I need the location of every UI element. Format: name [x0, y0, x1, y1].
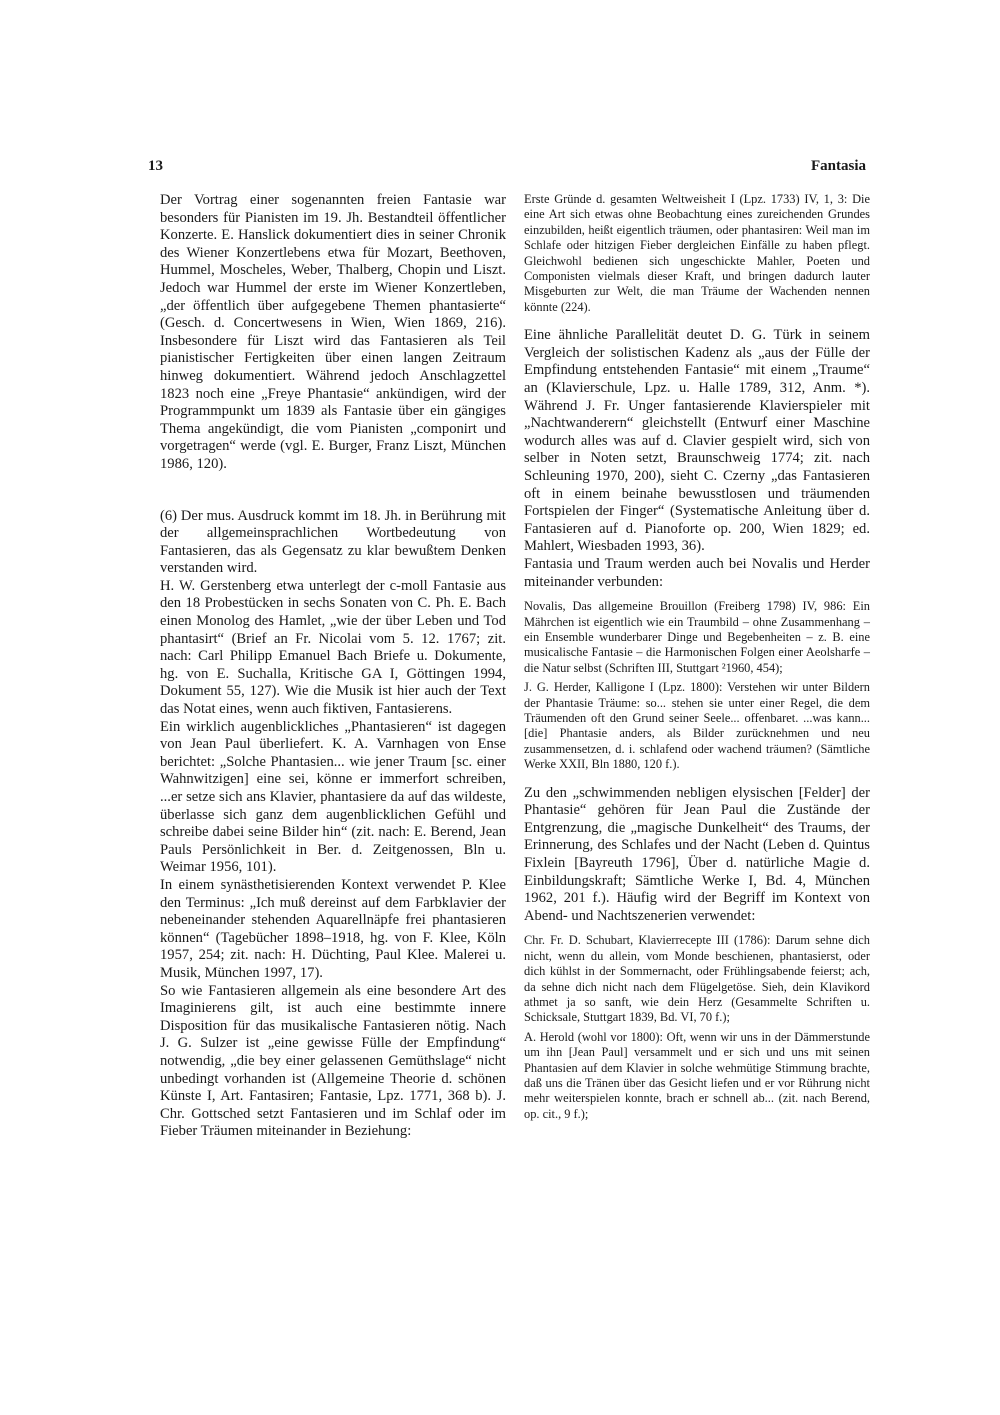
left-column	[160, 192, 506, 1141]
paragraph: Eine ähnliche Parallelität deutet D. G. Türk in seinem Vergleich der solistischen Kadenz als „aus der Fülle der Empfindung entstehenden Fantasie“ mit einem „Traume“ an (Klavierschule, Lpz. u. Halle 1789, 312, Anm. *). Während J. Fr. Unger fantasierende Klavierspieler mit „Nachtwanderern“ gleichstellt (Entwurf einer Maschine wodurch alles was auf d. Clavier gespielt wird, sich von selber in Noten setzt, Braunschweig 1774; zit. nach Schleuning 1970, 200), sieht C. Czerny „das Fantasieren oft in einem beinahe bewusstlosen und träumenden Fortspielen der Finger“ (Systematische Anleitung über d. Fantasieren auf d. Pianoforte op. 200, Wien 1829; ed. Mahlert, Wiesbaden 1993, 36).	[524, 327, 870, 555]
block-quote: Erste Gründe d. gesamten Weltweisheit I (Lpz. 1733) IV, 1, 3: Die eine Art sich etwas ohne Beobachtung eines zureichenden Grundes einzubilden, heißt eigentlich träumen, oder phantasiren: Weil man im Schlafe oder hitzigen Fieber dergleichen Einfälle zu haben pflegt. Gleichwohl bedienen sich ungeschickte Mahler, Poeten und Componisten vielmals dieser Kraft, und bringen dadurch lauter Misgeburten zur Welt, die man Träume der Wachenden nennen könnte (224).	[524, 192, 870, 314]
page-number: 13	[148, 158, 163, 174]
block-quote: J. G. Herder, Kalligone I (Lpz. 1800): Verstehen wir unter Bildern der Phantasie Träume: so... stehen sie unter einer Regel, die dem Träumenden oft den Grund seiner Seele... offenbaret. ...was kann... [die] Phantasie anders, als Bilder zurücknehmen und neu zusammensetzen, d. i. schlafend oder wachend träumen? (Sämtliche Werke XXII, Bln 1880, 120 f.).	[524, 680, 870, 772]
paragraph: Der Vortrag einer sogenannten freien Fantasie war besonders für Pianisten im 19. Jh. Bestandteil öffentlicher Konzerte. E. Hanslick dokumentiert dies in seiner Chronik des Wiener Konzertlebens etwa für Mozart, Beethoven, Hummel, Moscheles, Weber, Thalberg, Chopin und Liszt. Jedoch war Hummel der erste im Wiener Konzertleben, „der öffentlich über aufgegebene Themen phantasierte“ (Gesch. d. Concertwesens in Wien, Wien 1869, 216). Insbesondere für Liszt wird das Fantasieren als Teil pianistischer Fertigkeiten über einen langen Zeitraum hinweg dokumentiert. Während jedoch Anschlagzettel 1823 noch eine „Freye Phantasie“ ankündigen, wird der Programmpunkt um 1839 als Fantasie über ein gängiges Thema angekündigt, die vom Pianisten „componirt und vorgetragen“ werde (vgl. E. Burger, Franz Liszt, München 1986, 120).	[160, 192, 506, 472]
right-column	[524, 192, 870, 1126]
paragraph: Ein wirklich augenblickliches „Phantasieren“ ist dagegen von Jean Paul überliefert. K. A. Varnhagen von Ense berichtet: „Solche Phantasien... wie jener Traum [sc. einer Wahnwitzigen] eine sei, könne er immerfort schreiben, ...er setze sich ans Klavier, phantasiere da auf das wildeste, überlasse sich ganz dem augenblicklichen Gefühl und schreibe dabei seine Bilder hin“ (zit. nach: E. Berend, Jean Pauls Persönlichkeit in Ber. d. Zeitgenossen, Bln u. Weimar 1956, 101).	[160, 718, 506, 876]
paragraph: H. W. Gerstenberg etwa unterlegt der c-moll Fantasie aus den 18 Probestücken in sechs Sonaten von C. Ph. E. Bach einen Monolog des Hamlet, „wie der über Leben und Tod phantasirt“ (Brief an Fr. Nicolai vom 5. 12. 1767; zit. nach: Carl Philipp Emanuel Bach Briefe u. Dokumente, hg. von E. Suchalla, Kritische GA I, Göttingen 1994, Dokument 55, 127). Wie die Musik ist hier auch der Text das Notat eines, wenn auch fiktiven, Fantasierens.	[160, 577, 506, 718]
block-quote: Chr. Fr. D. Schubart, Klavierrecepte III (1786): Darum sehne dich nicht, wenn du allein, vom Monde beschienen, phantasierst, oder dich kühlst in der Sommernacht, oder Frühlingsabende feierst; ach, da sehne dich nicht nach dem Flügelgetöse. Sieh, dein Klavikord athmet ja so sanft, wie dein Herz (Gesammelte Schriften u. Schicksale, Stuttgart 1839, Bd. VI, 70 f.);	[524, 933, 870, 1025]
paragraph-section-6: (6) Der mus. Ausdruck kommt im 18. Jh. in Berührung mit der allgemeinsprachlichen Wortbedeutung von Fantasieren, das als Gegensatz zu klar bewußtem Denken verstanden wird.	[160, 507, 506, 577]
block-quote: A. Herold (wohl vor 1800): Oft, wenn wir uns in der Dämmerstunde um ihn [Jean Paul] versammelt und er sich und uns mit seinen Phantasien auf dem Klavier in solche wehmütige Stimmung brachte, daß uns die Tränen über das Gesicht liefen und er vor Rührung nicht mehr weiterspielen konnte, brach er schnell ab... (zit. nach Berend, op. cit., 9 f.);	[524, 1029, 870, 1121]
paragraph: So wie Fantasieren allgemein als eine besondere Art des Imaginierens gilt, ist auch eine bestimmte innere Disposition für das musikalische Fantasieren nötig. Nach J. G. Sulzer ist „eine gewisse Fülle der Empfindung“ notwendig, „die bey einer gelassenen Gemüthslage“ nicht unbedingt vorhanden ist (Allgemeine Theorie d. schönen Künste I, Art. Fantasiren; Fantasie, Lpz. 1771, 368 b). J. Chr. Gottsched setzt Fantasieren und im Schlaf oder im Fieber Träumen miteinander in Beziehung:	[160, 982, 506, 1140]
running-title: Fantasia	[810, 158, 866, 174]
paragraph: Zu den „schwimmenden nebligen elysischen [Felder] der Phantasie“ gehören für Jean Paul die Zustände der Entgrenzung, die „magische Dunkelheit“ des Traums, der Erinnerung, des Schlafes und der Nacht (Leben d. Quintus Fixlein [Bayreuth 1796], Über d. natürliche Magie d. Einbildungskraft; Sämtliche Werke I, Bd. 4, München 1962, 201 f.). Häufig wird der Begriff im Kontext von Abend- und Nachtszenerien verwendet:	[524, 784, 870, 924]
paragraph: Fantasia und Traum werden auch bei Novalis und Herder miteinander verbunden:	[524, 555, 870, 590]
page-header	[148, 158, 866, 182]
paragraph: In einem synästhetisierenden Kontext verwendet P. Klee den Terminus: „Ich muß dereinst auf dem Farbklavier der nebeneinander stehenden Aquarellnäpfe frei phantasieren können“ (Tagebücher 1898–1918, hg. von F. Klee, Köln 1957, 254; zit. nach: H. Düchting, Paul Klee. Malerei u. Musik, München 1997, 17).	[160, 876, 506, 981]
block-quote: Novalis, Das allgemeine Brouillon (Freiberg 1798) IV, 986: Ein Mährchen ist eigentlich wie ein Traumbild – ohne Zusammenhang – ein Ensemble wunderbarer Dinge und Begebenheiten – z. B. eine musicalische Fantasie – die Harmonischen Folgen einer Aeolsharfe – die Natur selbst (Schriften III, Stuttgart ²1960, 454);	[524, 599, 870, 675]
